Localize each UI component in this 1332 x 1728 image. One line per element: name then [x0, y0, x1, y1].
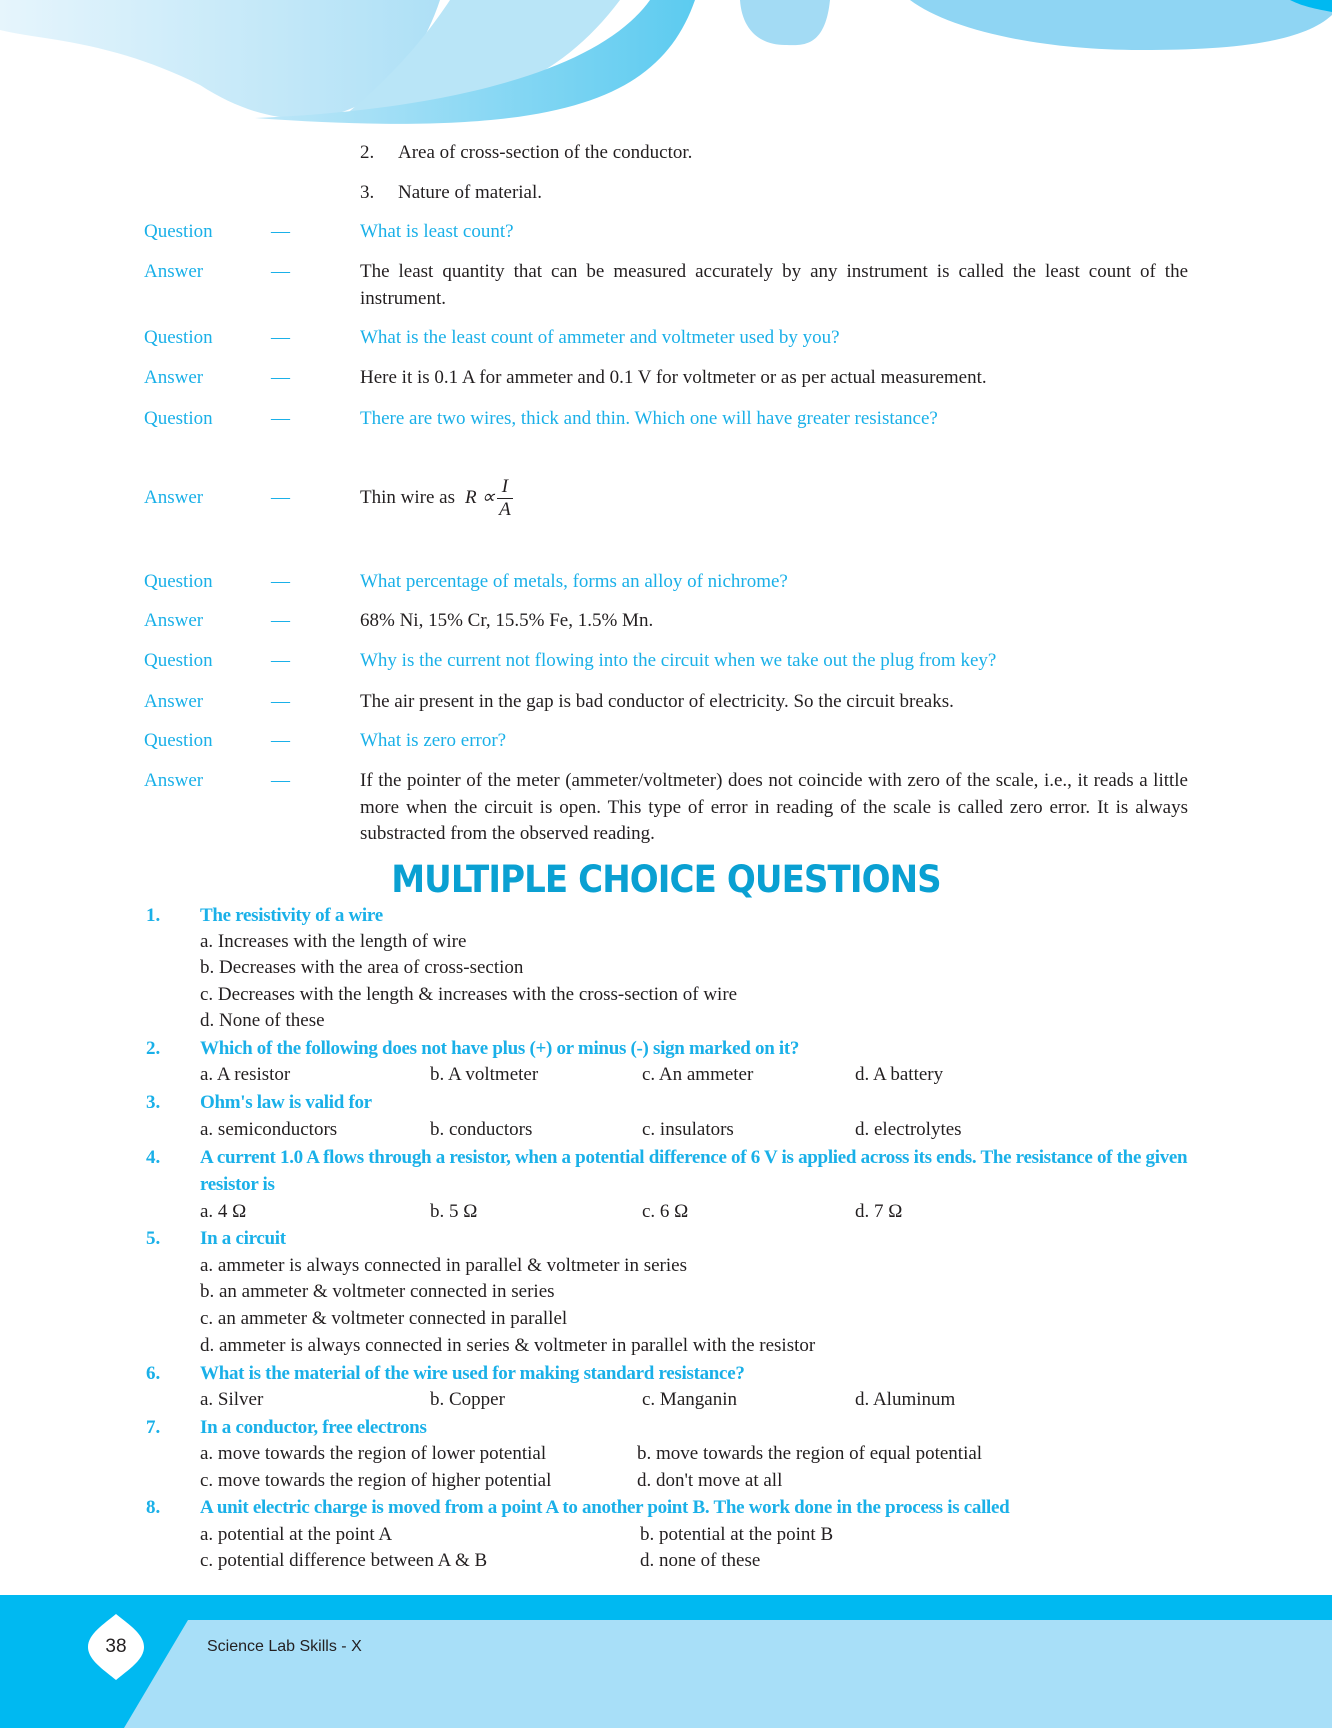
mcq-number: 4.: [146, 1147, 161, 1168]
dash: —: [271, 770, 290, 791]
dash: —: [271, 261, 290, 282]
question-label: Question: [144, 408, 213, 429]
mcq-question: In a circuit: [200, 1228, 286, 1249]
mcq-option: a. A resistor: [200, 1064, 291, 1085]
mcq-option: c. an ammeter & voltmeter connected in parallel: [200, 1308, 568, 1329]
mcq-question: A unit electric charge is moved from a point A to another point B. The work done in the process is called: [200, 1497, 1010, 1518]
answer-formula: [360, 470, 513, 526]
formula-lhs: R ∝: [464, 486, 495, 508]
mcq-option: a. potential at the point A: [200, 1524, 393, 1545]
mcq-option: c. move towards the region of higher potential: [200, 1470, 552, 1491]
answer-label: Answer: [144, 487, 204, 508]
answer-label: Answer: [144, 367, 204, 388]
dash: —: [271, 730, 290, 751]
mcq-option: d. Aluminum: [855, 1389, 956, 1410]
question-label: Question: [144, 571, 213, 592]
dash: —: [271, 610, 290, 631]
mcq-option: b. move towards the region of equal potential: [637, 1443, 983, 1464]
question-text: Why is the current not flowing into the circuit when we take out the plug from key?: [360, 650, 997, 671]
mcq-question: A current 1.0 A flows through a resistor, when a potential difference of 6 V is applied across its ends. The resistance of the given resistor is: [200, 1147, 1188, 1195]
mcq-number: 7.: [146, 1417, 161, 1438]
mcq-number: 6.: [146, 1363, 161, 1384]
mcq-number: 3.: [146, 1092, 161, 1113]
mcq-option: c. potential difference between A & B: [200, 1550, 488, 1571]
question-text: What is the least count of ammeter and voltmeter used by you?: [360, 327, 840, 348]
mcq-option: d. ammeter is always connected in series & voltmeter in parallel with the resistor: [200, 1335, 816, 1356]
page-number: 38: [105, 1636, 127, 1657]
list-item: Area of cross-section of the conductor.: [398, 142, 693, 163]
answer-text: 68% Ni, 15% Cr, 15.5% Fe, 1.5% Mn.: [360, 610, 654, 631]
fraction-denominator: A: [499, 498, 511, 520]
mcq-question: In a conductor, free electrons: [200, 1417, 427, 1438]
dash: —: [271, 650, 290, 671]
mcq-option: b. 5 Ω: [430, 1201, 478, 1222]
dash: —: [271, 571, 290, 592]
mcq-number: 5.: [146, 1228, 161, 1249]
mcq-question: Which of the following does not have plus (+) or minus (-) sign marked on it?: [200, 1038, 800, 1059]
dash: —: [271, 408, 290, 429]
mcq-option: a. semiconductors: [200, 1119, 338, 1140]
mcq-option: b. potential at the point B: [640, 1524, 834, 1545]
mcq-option: b. A voltmeter: [430, 1064, 539, 1085]
question-text: What is zero error?: [360, 730, 507, 751]
list-number: 2.: [360, 142, 375, 163]
question-label: Question: [144, 327, 213, 348]
mcq-option: a. Silver: [200, 1389, 264, 1410]
dash: —: [271, 487, 290, 508]
question-text: What percentage of metals, forms an alloy of nichrome?: [360, 571, 788, 592]
answer-label: Answer: [144, 610, 204, 631]
mcq-option: c. Manganin: [642, 1389, 737, 1410]
mcq-question: Ohm's law is valid for: [200, 1092, 372, 1113]
footer-panel: [0, 1620, 1332, 1728]
mcq-option: b. an ammeter & voltmeter connected in series: [200, 1281, 555, 1302]
mcq-option: c. 6 Ω: [642, 1201, 689, 1222]
mcq-option: a. Increases with the length of wire: [200, 931, 467, 952]
mcq-question: The resistivity of a wire: [200, 905, 383, 926]
mcq-number: 8.: [146, 1497, 161, 1518]
answer-text: If the pointer of the meter (ammeter/voltmeter) does not coincide with zero of the scale, i.e., it reads a little more when the circuit is open. This type of error in reading of the scale is called zero error. It is always substracted from the observed reading.: [360, 770, 1188, 844]
header-wave-decoration: [0, 0, 1332, 130]
fraction: [497, 476, 513, 521]
mcq-option: b. Copper: [430, 1389, 505, 1410]
mcq-option: b. Decreases with the area of cross-section: [200, 957, 524, 978]
list-number: 3.: [360, 182, 375, 203]
mcq-number: 1.: [146, 905, 161, 926]
mcq-option: c. Decreases with the length & increases with the cross-section of wire: [200, 984, 738, 1005]
mcq-option: d. don't move at all: [637, 1470, 783, 1491]
mcq-option: d. none of these: [640, 1550, 761, 1571]
dash: —: [271, 327, 290, 348]
dash: —: [271, 691, 290, 712]
mcq-question: What is the material of the wire used for making standard resistance?: [200, 1363, 745, 1384]
question-text: There are two wires, thick and thin. Which one will have greater resistance?: [360, 408, 938, 429]
mcq-option: c. insulators: [642, 1119, 734, 1140]
mcq-option: d. A battery: [855, 1064, 944, 1085]
answer-label: Answer: [144, 770, 204, 791]
mcq-option: a. ammeter is always connected in parallel & voltmeter in series: [200, 1255, 687, 1276]
answer-text: The air present in the gap is bad conductor of electricity. So the circuit breaks.: [360, 691, 954, 712]
mcq-option: a. 4 Ω: [200, 1201, 247, 1222]
answer-label: Answer: [144, 691, 204, 712]
answer-text: Thin wire as: [360, 486, 455, 508]
section-title: MULTIPLE CHOICE QUESTIONS: [391, 858, 941, 901]
mcq-option: a. move towards the region of lower potential: [200, 1443, 547, 1464]
mcq-option: c. An ammeter: [642, 1064, 754, 1085]
dash: —: [271, 367, 290, 388]
answer-text: Here it is 0.1 A for ammeter and 0.1 V for voltmeter or as per actual measurement.: [360, 367, 987, 388]
mcq-option: b. conductors: [430, 1119, 533, 1140]
question-label: Question: [144, 650, 213, 671]
question-text: What is least count?: [360, 221, 514, 242]
mcq-option: d. None of these: [200, 1010, 325, 1031]
mcq-option: d. electrolytes: [855, 1119, 962, 1140]
list-item: Nature of material.: [398, 182, 543, 203]
mcq-number: 2.: [146, 1038, 161, 1059]
question-label: Question: [144, 730, 213, 751]
answer-text: The least quantity that can be measured accurately by any instrument is called the least count of the instrument.: [360, 261, 1188, 309]
fraction-numerator: I: [501, 475, 509, 497]
answer-label: Answer: [144, 261, 204, 282]
book-title: Science Lab Skills - X: [207, 1638, 362, 1655]
question-label: Question: [144, 221, 213, 242]
dash: —: [271, 221, 290, 242]
mcq-option: d. 7 Ω: [855, 1201, 903, 1222]
